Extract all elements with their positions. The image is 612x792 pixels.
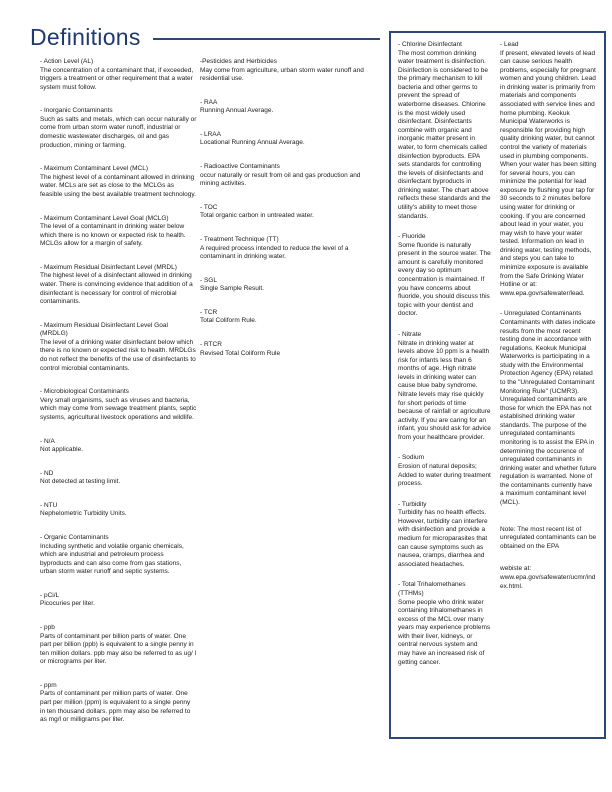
definition-term: - N/A: [40, 437, 55, 445]
title-row: [30, 24, 380, 51]
definition-term: - Organic Contaminants: [40, 533, 109, 541]
definition-term: - Unregulated Contaminants: [500, 310, 582, 318]
definition-text: occur naturally or result from oil and gas production and mining activites.: [200, 171, 363, 188]
definition-text: Picocuries per liter.: [40, 600, 95, 608]
definition-entry: [398, 331, 491, 443]
definition-text: Some fluoride is naturally present in the source water. The amount is carefully monitored every day so optimum concentration is maintained. If you have concerns about fluoride, you should discuss this topic with your dentist and doctor.: [398, 241, 493, 318]
definition-text: The most common drinking water treatment is disinfection. Disinfection is considered to be the primary mechanism to kill bacteria and other germs to prevent the spread of waterborne diseases. Chlorine is the most widely used disinfectant. Disinfectants combine with organic and inorganic matter present in water, to form chemicals called disinfection byproducts. EPA sets standards for controlling the levels of disinfectants and disinfectant byproducts in drinking water. The chart above reflects these standards and the utility's ability to meet those standards.: [398, 49, 493, 220]
definition-text: Very small organisms, such as viruses and bacteria, which may come from sewage treatment plants, septic systems, agricultural livestock operations and wildlife.: [40, 396, 199, 421]
definition-term: - Action Level (AL): [40, 58, 94, 65]
definition-term: - Chlorine Disinfectant: [398, 41, 462, 48]
definition-text: A required process intended to reduce the level of a contaminant in drinking water.: [200, 244, 351, 261]
definition-entry: [40, 682, 197, 725]
definition-term: - ppb: [40, 624, 55, 632]
definition-text: The highest level of a contaminant allowed in drinking water. MCLs are set as close to the MCLGs as feasible using the best available treatment technology.: [40, 173, 197, 198]
definition-entry: [40, 388, 197, 422]
definition-text: Some people who drink water containing trihalomethanes in excess of the MCL over many years may experience problems with their liver, kidneys, or central nervous system and may have an increased risk of getting cancer.: [398, 598, 492, 666]
note-text: Note: The most recent list of unregulated contaminants can be obtained on the EPA: [500, 525, 598, 550]
website-url: www.epa.gov/safewater/ucmr/index.html.: [500, 573, 596, 590]
page-title: Definitions: [30, 24, 141, 50]
definition-entry: [398, 233, 491, 319]
definition-entry: [40, 592, 197, 609]
definition-text: May come from agriculture, urban storm water runoff and residential use.: [200, 66, 366, 83]
definition-text: Erosion of natural deposits; Added to water during treatment process.: [398, 463, 493, 488]
definition-entry: [40, 624, 197, 667]
definition-term: - Maximum Contaminant Level Goal (MCLG): [40, 214, 169, 222]
definition-entry: [40, 107, 197, 150]
definition-entry: [200, 58, 375, 84]
definition-text: Turbidity has no health effects. However, turbidity can interfere with disinfection and provide a medium for microparasites that can cause symptoms such as nausea, cramps, diarrhea and associated headaches.: [398, 509, 490, 568]
definition-term: - Nitrate: [398, 330, 422, 338]
definition-text: Nitrate in drinking water at levels above 10 ppm is a health risk for infants less than 6 months of age. High nitrate levels in drinking water can cause blue baby syndrome. Nitrate levels may rise quickly for short periods of time because of rainfall or agriculture activity. If you are caring for an infant, you should ask for advice from your healthcare provider.: [398, 339, 493, 441]
definitions-box: [389, 31, 606, 739]
title-rule-divider: [153, 38, 380, 40]
definition-term: - Fluoride: [398, 233, 426, 241]
definitions-column-1: [40, 58, 197, 740]
definition-text: Total organic carbon in untreated water.: [200, 212, 314, 220]
definition-text: The level of a contaminant in drinking water below which there is no known or expected risk to health. MCLGs allow for a margin of safety.: [40, 223, 188, 248]
definition-text: Not applicable.: [40, 446, 83, 454]
definition-entry: [398, 454, 491, 488]
definition-entry: [40, 438, 197, 455]
definition-text: The highest level of a disinfectant allowed in drinking water. There is convincing evidence that addition of a disinfectant is necessary for control of microbial contaminants.: [40, 272, 195, 306]
definitions-column-4: [500, 41, 597, 729]
definition-text: Revised Total Coliform Rule: [200, 349, 281, 357]
definition-entry: [40, 322, 197, 373]
definition-term: - NTU: [40, 501, 58, 509]
definition-term: - Inorganic Contaminants: [40, 107, 113, 115]
website-label: webiste at:: [500, 565, 532, 573]
definition-entry: [200, 99, 375, 116]
definition-text: The concentration of a contaminant that, if exceeded, triggers a treatment or other requirement that a water system must follow.: [40, 66, 196, 91]
definition-text: Parts of contaminant per million parts of water. One part per million (ppm) is equivalent to a single penny in ten thousand dollars. ppm may also be referred to as mg/l or milligrams per liter.: [40, 690, 193, 724]
definition-entry: [398, 501, 491, 570]
definition-term: - Microbiological Contaminants: [40, 388, 129, 396]
definition-entry: [40, 165, 197, 199]
definition-entry: [40, 470, 197, 487]
definition-entry: [200, 163, 375, 189]
definition-term: - Turbidity: [398, 500, 427, 508]
definition-term: - RAA: [200, 98, 218, 106]
definition-text: Running Annual Average.: [200, 107, 274, 115]
definition-entry: [40, 215, 197, 249]
definition-entry: [200, 277, 375, 294]
definition-entry: [200, 309, 375, 326]
definition-text: If present, elevated levels of lead can cause serious health problems, especially for pregnant women and young children. Lead in drinking water is primarily from materials and components associated with service lines and home plumbing. Keokuk Municipal Waterworks is responsible for providing high quality drinking water, but cannot control the variety of materials used in plumbing components. When your water has been sitting for several hours, you can minimize the potential for lead exposure by flushing your tap for 30 seconds to 2 minutes before using water for drinking or cooking. If you are concerned about lead in your water, you may wish to have your water tested. Information on lead in drinking water, testing methods, and steps you can take to minimize exposure is available from the Safe Drinking Water Hotline or at: www.epa.gov/safewater/lead.: [500, 49, 599, 297]
definition-entry: [500, 310, 597, 507]
definition-entry: [40, 58, 197, 92]
definition-entry: [398, 581, 491, 667]
definition-term: -Pesticides and Herbicides: [200, 58, 277, 65]
definition-text: The level of a drinking water disinfectant below which there is no known or expected risk to health. MRDLGs do not reflect the benefits of the use of disinfectants to control microbial contaminants.: [40, 338, 198, 372]
definition-term: - Maximum Residual Disinfectant Level (MRDL): [40, 263, 177, 271]
definition-term: - SGL: [200, 276, 217, 284]
definition-text: Nephelometric Turbidity Units.: [40, 510, 127, 518]
definition-entry: [398, 41, 491, 221]
definition-term: - Treatment Technique (TT): [200, 235, 279, 243]
definition-text: Including synthetic and volatile organic chemicals, which are industrial and petroleum process byproducts and can also come from gas stations, urban storm water runoff and septic systems.: [40, 542, 186, 576]
definition-text: Not detected at testing limit.: [40, 478, 121, 486]
definition-term: - LRAA: [200, 130, 221, 138]
definition-term: - ppm: [40, 681, 57, 689]
definition-term: - RTCR: [200, 340, 222, 348]
definition-text: Single Sample Result.: [200, 285, 264, 293]
definition-entry: [200, 236, 375, 262]
definition-text: Such as salts and metals, which can occur naturally or come from urban storm water runoff, industrial or domestic wastewater discharges, oil and gas production, mining or farming.: [40, 115, 199, 149]
definition-entry: [40, 534, 197, 577]
definition-entry: [200, 204, 375, 221]
definition-term: - Sodium: [398, 454, 425, 462]
definition-term: - Maximum Residual Disinfectant Level Goal (MRDLG): [40, 321, 170, 338]
definition-entry: [40, 264, 197, 307]
definition-term: - Radioactive Contaminants: [200, 163, 280, 171]
definition-term: - TCR: [200, 308, 218, 316]
definition-entry: [200, 341, 375, 358]
definition-term: - pCi/L: [40, 591, 60, 599]
definition-term: - Maximum Contaminant Level (MCL): [40, 165, 149, 173]
definitions-column-2: [200, 58, 375, 373]
definition-entry: [40, 502, 197, 519]
definition-term: - Total Trihalomethanes (TTHMs): [398, 581, 468, 597]
definition-term: - TOC: [200, 203, 218, 211]
definition-term: - ND: [40, 469, 54, 477]
definition-text: Total Coliform Rule.: [200, 317, 257, 325]
definition-term: - Lead: [500, 41, 519, 48]
definition-text: Locational Running Annual Average.: [200, 139, 305, 147]
definition-entry: [200, 131, 375, 148]
definition-text: Parts of contaminant per billion parts of water. One part per billion (ppb) is equivalent to a single penny in ten million dollars. ppb may also be referred to as ug/ l or micrograms per liter.: [40, 632, 198, 666]
definition-text: Contaminants with dates indicate results from the most recent testing done in accordance with regulations. Keokuk Municipal Waterworks is participating in a study with the Environmental Protection Agency (EPA) related to the "Unregulated Contaminant Monitoring Rule" (UCMR3). Unregulated contaminants are those for which the EPA has not established drinking water standards. The purpose of the unregulated contaminants monitoring is to assist the EPA in determining the occurence of unregulated contaminants in drinking water and whether future regulation is warranted. None of the contaminants currently have a maximum contaminant level (MCL).: [500, 318, 599, 507]
definitions-column-3: [398, 41, 491, 729]
definition-entry: [500, 41, 597, 298]
